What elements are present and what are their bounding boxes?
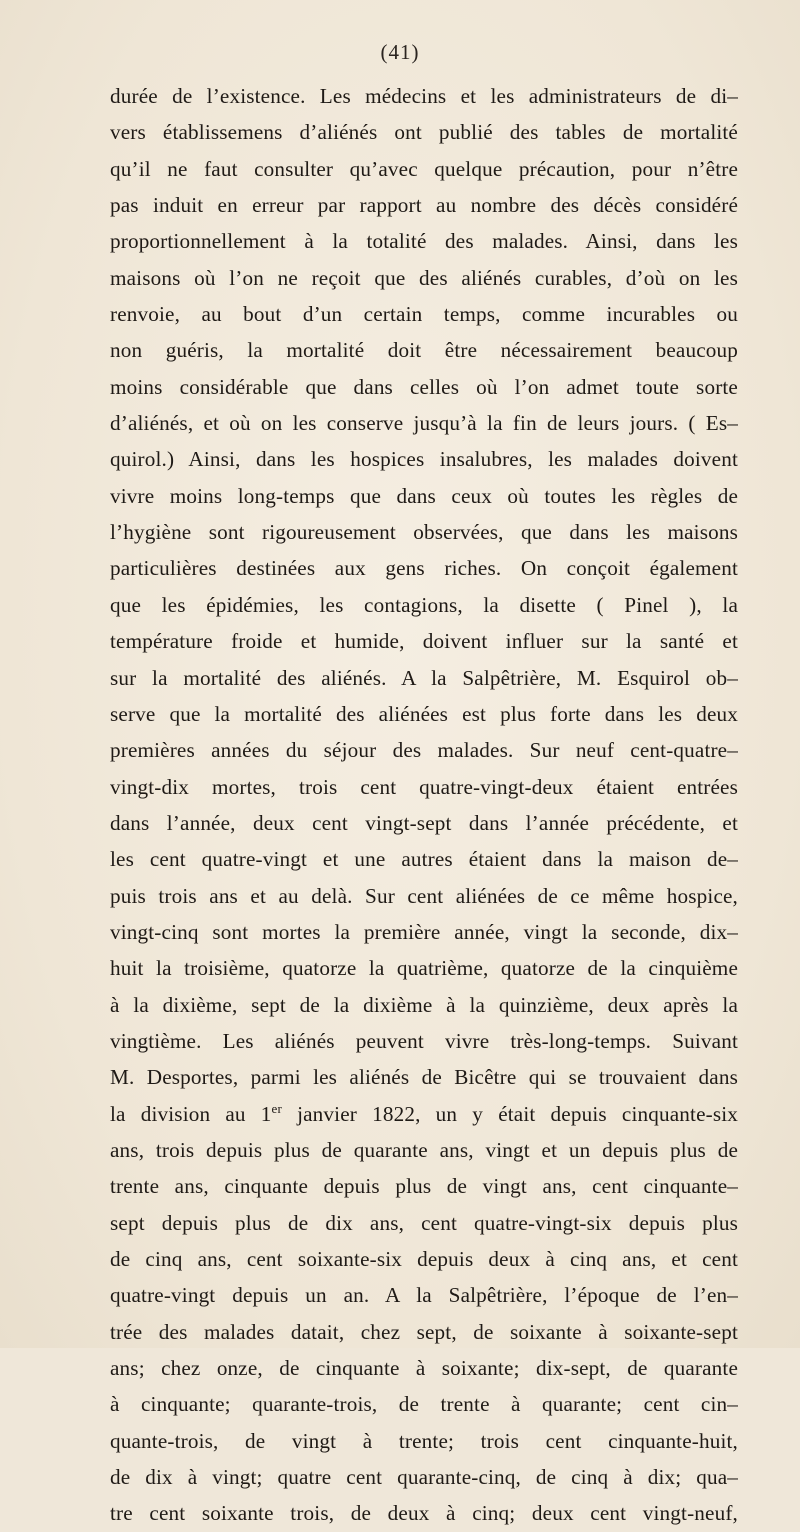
text-line: la division au 1er janvier 1822, un y était depuis cinquante-six xyxy=(110,1100,739,1126)
text-line: qu’il ne faut consulter qu’avec quelque précaution, pour n’être xyxy=(110,156,738,181)
page-number: (41) xyxy=(380,40,420,64)
text-line: sept depuis plus de dix ans, cent quatre-vingt-six depuis plus xyxy=(110,1210,738,1235)
text-line: que les épidémies, les contagions, la disette ( Pinel ), la xyxy=(110,592,738,617)
text-line: durée de l’existence. Les médecins et les administrateurs de di– xyxy=(110,84,738,108)
text-line: à la dixième, sept de la dixième à la quinzième, deux après la xyxy=(110,992,738,1017)
text-line: moins considérable que dans celles où l’on admet toute sorte xyxy=(110,374,738,399)
text-line: ans; chez onze, de cinquante à soixante; dix-sept, de quarante xyxy=(110,1356,738,1381)
text-line: pas induit en erreur par rapport au nombre des décès considéré xyxy=(110,193,738,218)
text-line: quatre-vingt depuis un an. A la Salpêtrière, l’époque de l’en– xyxy=(110,1283,738,1308)
text-line: quirol.) Ainsi, dans les hospices insalubres, les malades doivent xyxy=(110,447,738,472)
body-text xyxy=(110,78,738,1532)
text-line: quante-trois, de vingt à trente; trois cent cinquante-huit, xyxy=(110,1428,738,1453)
text-line: vingtième. Les aliénés peuvent vivre très-long-temps. Suivant xyxy=(110,1028,738,1053)
text-line: ans, trois depuis plus de quarante ans, vingt et un depuis plus de xyxy=(110,1137,738,1162)
text-line: de dix à vingt; quatre cent quarante-cinq, de cinq à dix; qua– xyxy=(110,1465,738,1490)
text-line: vers établissemens d’aliénés ont publié des tables de mortalité xyxy=(110,120,738,145)
text-line: serve que la mortalité des aliénées est plus forte dans les deux xyxy=(110,701,738,726)
text-line: vingt-cinq sont mortes la première année, vingt la seconde, dix– xyxy=(110,919,738,944)
text-line: maisons où l’on ne reçoit que des aliénés curables, d’où on les xyxy=(110,265,738,290)
text-line: les cent quatre-vingt et une autres étaient dans la maison de– xyxy=(110,847,738,872)
text-line: proportionnellement à la totalité des malades. Ainsi, dans les xyxy=(110,229,738,254)
text-line: non guéris, la mortalité doit être nécessairement beaucoup xyxy=(110,338,738,363)
text-line: température froide et humide, doivent influer sur la santé et xyxy=(110,629,738,654)
text-line: à cinquante; quarante-trois, de trente à quarante; cent cin– xyxy=(110,1392,738,1417)
text-line: vivre moins long-temps que dans ceux où toutes les règles de xyxy=(110,483,738,508)
text-line: de cinq ans, cent soixante-six depuis deux à cinq ans, et cent xyxy=(110,1247,738,1271)
text-line: trée des malades datait, chez sept, de soixante à soixante-sept xyxy=(110,1319,738,1344)
text-line: l’hygiène sont rigoureusement observées, que dans les maisons xyxy=(110,520,738,545)
text-line: renvoie, au bout d’un certain temps, comme incurables ou xyxy=(110,302,738,327)
text-line: M. Desportes, parmi les aliénés de Bicêtre qui se trouvaient dans xyxy=(110,1065,738,1090)
text-line: premières années du séjour des malades. Sur neuf cent-quatre– xyxy=(110,738,738,763)
text-line: puis trois ans et au delà. Sur cent aliénées de ce même hospice, xyxy=(110,883,738,908)
text-line: particulières destinées aux gens riches. On conçoit également xyxy=(110,556,738,581)
text-line: huit la troisième, quatorze la quatrième, quatorze de la cinquième xyxy=(110,956,738,981)
text-line: dans l’année, deux cent vingt-sept dans l’année précédente, et xyxy=(110,810,738,835)
text-line: vingt-dix mortes, trois cent quatre-vingt-deux étaient entrées xyxy=(110,774,738,799)
text-line: d’aliénés, et où on les conserve jusqu’à la fin de leurs jours. ( Es– xyxy=(110,411,738,436)
text-line: trente ans, cinquante depuis plus de vingt ans, cent cinquante– xyxy=(110,1174,738,1199)
text-line: sur la mortalité des aliénés. A la Salpêtrière, M. Esquirol ob– xyxy=(110,665,738,690)
text-line: tre cent soixante trois, de deux à cinq; deux cent vingt-neuf, xyxy=(110,1501,738,1526)
